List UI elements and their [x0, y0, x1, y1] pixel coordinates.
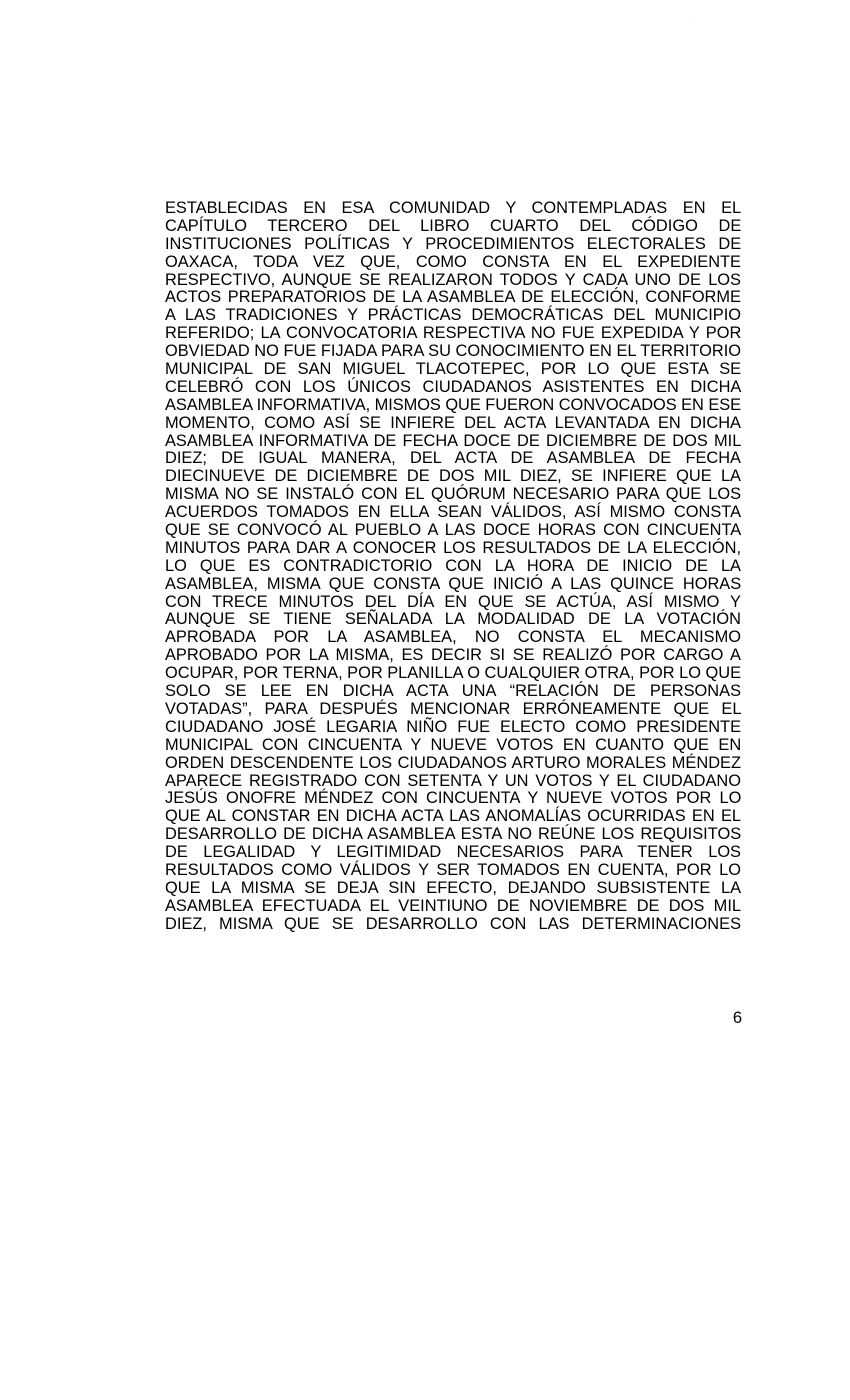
text-line: DIEZ, MISMA QUE SE DESARROLLO CON LAS DETERMINACIONES [165, 914, 741, 933]
text-line: DESARROLLO DE DICHA ASAMBLEA ESTA NO REÚNE LOS REQUISITOS [165, 825, 742, 844]
text-line: ASAMBLEA INFORMATIVA, MISMOS QUE FUERON CONVOCADOS EN ESE [165, 395, 741, 414]
text-line: MOMENTO, COMO ASÍ SE INFIERE DEL ACTA LEVANTADA EN DICHA [165, 413, 741, 432]
text-line: ASAMBLEA INFORMATIVA DE FECHA DOCE DE DICIEMBRE DE DOS MIL [165, 431, 742, 450]
text-line: CAPÍTULO TERCERO DEL LIBRO CUARTO DEL CÓDIGO DE [165, 216, 742, 235]
text-line: DE LEGALIDAD Y LEGITIMIDAD NECESARIOS PARA TENER LOS [165, 843, 741, 862]
text-line: APROBADA POR LA ASAMBLEA, NO CONSTA EL MECANISMO [165, 628, 742, 647]
text-line: QUE LA MISMA SE DEJA SIN EFECTO, DEJANDO SUBSISTENTE LA [165, 878, 741, 897]
text-line: ASAMBLEA, MISMA QUE CONSTA QUE INICIÓ A LAS QUINCE HORAS [165, 574, 742, 593]
text-line: CIUDADANO JOSÉ LEGARIA NIÑO FUE ELECTO COMO PRESIDENTE [165, 717, 741, 736]
text-line: MISMA NO SE INSTALÓ CON EL QUÓRUM NECESARIO PARA QUE LOS [165, 485, 741, 504]
scan-artifact: · [692, 18, 695, 27]
text-line: OCUPAR, POR TERNA, POR PLANILLA O CUALQUIER OTRA, POR LO QUE [165, 664, 741, 683]
text-line: MINUTOS PARA DAR A CONOCER LOS RESULTADOS DE LA ELECCIÓN, [165, 538, 742, 557]
text-line: RESULTADOS COMO VÁLIDOS Y SER TOMADOS EN CUENTA, POR LO [165, 860, 741, 879]
text-line: CON TRECE MINUTOS DEL DÍA EN QUE SE ACTÚA, ASÍ MISMO Y [165, 592, 741, 611]
text-line: MUNICIPAL CON CINCUENTA Y NUEVE VOTOS EN CUANTO QUE EN [165, 735, 742, 754]
text-line: AUNQUE SE TIENE SEÑALADA LA MODALIDAD DE LA VOTACIÓN [165, 610, 741, 629]
text-line: ASAMBLEA EFECTUADA EL VEINTIUNO DE NOVIEMBRE DE DOS MIL [165, 896, 741, 915]
text-line: DIECINUEVE DE DICIEMBRE DE DOS MIL DIEZ, SE INFIERE QUE LA [165, 467, 741, 486]
text-line: OAXACA, TODA VEZ QUE, COMO CONSTA EN EL EXPEDIENTE [165, 252, 741, 271]
text-line: QUE AL CONSTAR EN DICHA ACTA LAS ANOMALÍAS OCURRIDAS EN EL [165, 807, 741, 826]
text-line: OBVIEDAD NO FUE FIJADA PARA SU CONOCIMIENTO EN EL TERRITORIO [165, 342, 741, 361]
text-line: ACUERDOS TOMADOS EN ELLA SEAN VÁLIDOS, ASÍ MISMO CONSTA [165, 503, 741, 522]
text-line: APARECE REGISTRADO CON SETENTA Y UN VOTOS Y EL CIUDADANO [165, 771, 741, 790]
text-line: VOTADAS”, PARA DESPUÉS MENCIONAR ERRÓNEAMENTE QUE EL [165, 699, 742, 718]
text-line: MUNICIPAL DE SAN MIGUEL TLACOTEPEC, POR LO QUE ESTA SE [165, 360, 742, 379]
page-number: 6 [732, 1009, 742, 1027]
text-line: CELEBRÓ CON LOS ÚNICOS CIUDADANOS ASISTENTES EN DICHA [165, 377, 742, 396]
text-line: APROBADO POR LA MISMA, ES DECIR SI SE REALIZÓ POR CARGO A [165, 646, 741, 665]
text-line: ESTABLECIDAS EN ESA COMUNIDAD Y CONTEMPLADAS EN EL [165, 199, 742, 217]
text-line: ORDEN DESCENDENTE LOS CIUDADANOS ARTURO MORALES MÉNDEZ [165, 753, 741, 772]
text-line: A LAS TRADICIONES Y PRÁCTICAS DEMOCRÁTICAS DEL MUNICIPIO [165, 306, 741, 325]
text-line: SOLO SE LEE EN DICHA ACTA UNA “RELACIÓN DE PERSONAS [165, 682, 741, 701]
text-line: REFERIDO; LA CONVOCATORIA RESPECTIVA NO FUE EXPEDIDA Y POR [165, 324, 742, 343]
text-line: ACTOS PREPARATORIOS DE LA ASAMBLEA DE ELECCIÓN, CONFORME [165, 288, 741, 307]
text-line: JESÚS ONOFRE MÉNDEZ CON CINCUENTA Y NUEVE VOTOS POR LO [165, 789, 742, 808]
text-line: RESPECTIVO, AUNQUE SE REALIZARON TODOS Y CADA UNO DE LOS [165, 270, 741, 289]
text-line: LO QUE ES CONTRADICTORIO CON LA HORA DE INICIO DE LA [165, 556, 741, 575]
text-line: INSTITUCIONES POLÍTICAS Y PROCEDIMIENTOS ELECTORALES DE [165, 234, 742, 253]
text-line: QUE SE CONVOCÓ AL PUEBLO A LAS DOCE HORAS CON CINCUENTA [165, 521, 742, 540]
body-paragraph [165, 200, 741, 934]
text-line: DIEZ; DE IGUAL MANERA, DEL ACTA DE ASAMBLEA DE FECHA [165, 449, 741, 468]
